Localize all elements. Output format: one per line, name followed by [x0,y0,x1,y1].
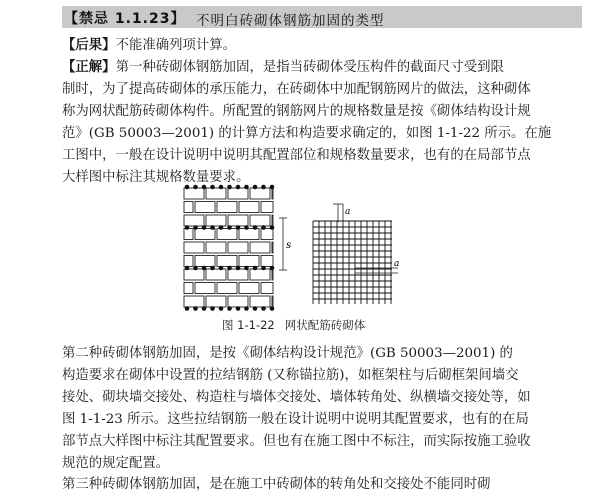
brick [239,202,259,213]
brick [184,188,204,199]
rebar-dot [227,185,232,190]
rebar-dot [244,225,249,230]
brick [250,188,270,199]
rebar-dot [210,225,215,230]
brick [195,256,215,267]
brick [195,202,215,213]
brick [250,242,270,253]
correction-line: 制时，为了提高砖砌体的承压能力，在砖砌体中加配钢筋网片的做法，这种砌体 [62,82,531,97]
correction-line: 大样图中标注其规格数量要求。 [62,170,250,185]
brick [217,256,237,267]
rebar-dot [244,266,249,271]
brick [272,296,273,307]
paragraph-2-line: 构造要求在砌体中设置的拉结钢筋 (又称锚拉筋)，如框架柱与后砌框架间墙交 [62,368,519,383]
brick [228,296,248,307]
rebar-dot [210,185,215,190]
brick [239,229,259,240]
brick [217,202,237,213]
rebar-dot [261,306,266,311]
rebar-dot [227,266,232,271]
correction-label: 【正解】 [62,60,116,75]
rebar-dot [244,306,249,311]
rebar-dot [261,266,266,271]
brick [250,296,270,307]
brick [261,202,273,213]
brick [217,283,237,294]
rule-title: 不明白砖砌体钢筋加固的类型 [196,13,385,29]
rebar-dot [253,266,258,271]
rebar-dot [244,185,249,190]
rebar-dot [261,225,266,230]
brick [228,215,248,226]
label-s: s [286,240,292,251]
rebar-dot [185,306,190,311]
brick [184,296,204,307]
figure-caption [222,317,375,333]
correction-line: 工图中，一般在设计说明中说明其配置部位和规格数量要求，也有的在局部节点 [62,148,531,163]
brick [261,229,273,240]
rebar-dot [193,266,198,271]
paragraph-2-line: 接处、砌块墙交接处、构造柱与墙体交接处、墙体转角处、纵横墙交接处等，如 [62,390,531,405]
correction-line: 称为网状配筋砖砌体构件。所配置的钢筋网片的规格数量是按《砌体结构设计规 [62,104,531,119]
brick [184,256,193,267]
brick [239,256,259,267]
rebar-dot [202,306,207,311]
rule-tag: 【禁忌 1.1.23】 [64,11,186,27]
rebar-dot [193,306,198,311]
caption-text: 网状配筋砖砌体 [284,318,366,332]
rebar-dot [202,225,207,230]
consequence-text: 不能准确列项计算。 [115,38,237,53]
reinforcement-mesh [313,221,392,304]
label-a-top: a [345,207,351,217]
brick [250,215,270,226]
rebar-dot [236,306,241,311]
brick [206,296,226,307]
brick [272,269,273,280]
rebar-dot [185,185,190,190]
rebar-dot [270,225,275,230]
rebar-dot [210,306,215,311]
brick [272,215,273,226]
brick [206,269,226,280]
rebar-dot [210,266,215,271]
mesh-dimension-right [355,259,399,273]
brick [261,283,273,294]
rebar-dot [227,306,232,311]
dimension-s [279,218,291,270]
brick [217,229,237,240]
caption-number: 图 1-1-22 [222,318,275,332]
brick [272,188,273,199]
paragraph-2-line: 规范的规定配置。 [62,456,170,471]
brick [206,215,226,226]
brick [206,188,226,199]
paragraph-2-line: 第二种砖砌体钢筋加固，是按《砌体结构设计规范》(GB 50003—2001) 的 [62,346,513,361]
rebar-dot [253,185,258,190]
rebar-dot [270,306,275,311]
brick [184,283,193,294]
rebar-dot [253,225,258,230]
rebar-dot [236,185,241,190]
brick-wall-elevation [184,185,274,311]
rebar-dot [236,225,241,230]
brick [184,215,204,226]
consequence-label: 【后果】 [62,38,116,53]
rebar-dot [253,306,258,311]
rebar-dot [227,225,232,230]
rebar-dot [202,266,207,271]
rebar-dot [185,225,190,230]
paragraph-3-line: 第三种砖砌体钢筋加固，是在施工中砖砌体的转角处和交接处不能同时砌 [62,477,491,492]
paragraph-2-line: 部节点大样图中标注其配置要求。但也有在施工图中不标注，而实际按施工验收 [62,434,531,449]
paragraph-2-line: 图 1-1-23 所示。这些拉结钢筋一般在设计说明中说明其配置要求，也有的在局 [62,412,529,427]
brick [195,229,215,240]
rebar-dot [219,306,224,311]
rebar-dot [219,225,224,230]
rebar-dot [193,185,198,190]
rebar-dot [185,266,190,271]
rebar-dot [261,185,266,190]
brick [184,202,193,213]
rebar-dot [219,185,224,190]
brick [206,242,226,253]
brick [184,229,193,240]
brick [239,283,259,294]
rebar-dot [219,266,224,271]
brick [228,188,248,199]
correction-text-1: 第一种砖砌体钢筋加固，是指当砖砌体受压构件的截面尺寸受到限 [115,60,504,75]
brick [184,269,204,280]
label-a-right: a [394,259,400,269]
brick [228,242,248,253]
brick [195,283,215,294]
mesh-dimension-top [333,204,350,222]
rebar-dot [236,266,241,271]
rebar-dot [270,185,275,190]
brick [272,242,273,253]
brick [250,269,270,280]
rebar-dot [193,225,198,230]
correction-line: 范》(GB 50003—2001) 的计算方法和构造要求确定的，如图 1-1-22 所示。在施 [62,126,552,141]
rebar-dot [202,185,207,190]
brick [228,269,248,280]
brick [261,256,273,267]
rebar-dot [270,266,275,271]
brick [184,242,204,253]
